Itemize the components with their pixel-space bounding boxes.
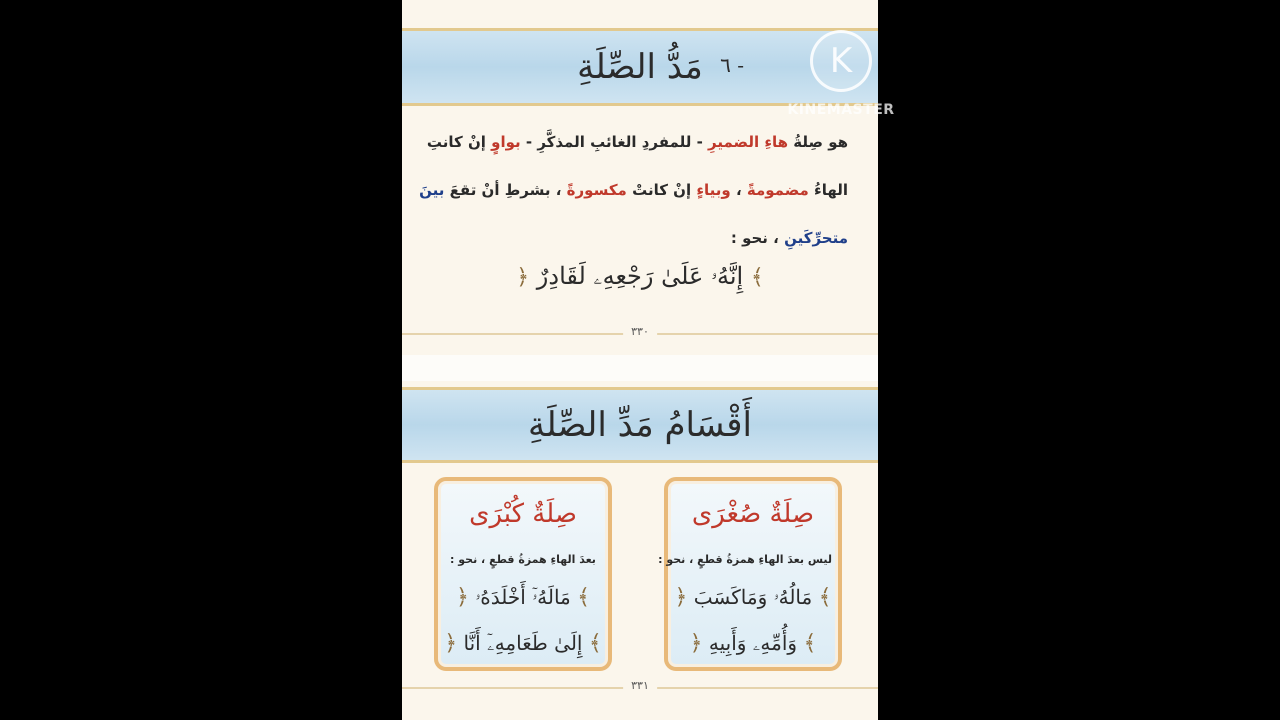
page-number: ٣٣١: [623, 679, 657, 692]
definition-segment: بواوٍ: [491, 133, 521, 151]
section-title: مَدُّ الصِّلَةِ: [577, 47, 703, 87]
page-gap: [402, 355, 878, 381]
card-sila-sughra: [658, 477, 842, 671]
ornament-bracket-icon: ﴾: [577, 585, 590, 610]
card-title: صِلَةٌ صُغْرَى: [691, 499, 815, 529]
page-331: [402, 381, 878, 720]
card-example-2: [438, 631, 608, 656]
definition-text: [419, 122, 848, 266]
ornament-bracket-icon: ﴾: [803, 631, 817, 656]
ornament-bracket-icon: ﴿: [689, 631, 703, 656]
ornament-bracket-icon: ﴿: [444, 631, 458, 656]
section-title-banner: [402, 387, 878, 463]
page-number: ٣٣٠: [623, 325, 657, 338]
definition-segment: - للمفردِ الغائبِ المذكَّرِ -: [520, 133, 709, 151]
definition-segment: بينَ: [419, 181, 445, 199]
definition-segment: الهاءُ: [808, 181, 848, 199]
definition-segment: إنْ كانتْ: [626, 181, 697, 199]
card-title: صِلَةٌ كُبْرَى: [469, 499, 577, 529]
definition-line-3: [432, 218, 848, 266]
kinemaster-watermark: [786, 30, 896, 118]
quran-example-text: إِنَّهُۥ عَلَىٰ رَجْعِهِۦ لَقَادِرٌ: [536, 262, 744, 290]
definition-segment: إنْ كانتِ: [426, 133, 492, 151]
definition-line-2: [419, 170, 848, 218]
card-example-1: [438, 585, 608, 610]
definition-segment: متحرِّكَينِ: [784, 229, 848, 247]
ornament-bracket-icon: ﴾: [750, 265, 764, 290]
definition-segment: وبياءٍ: [696, 181, 731, 199]
definition-segment: مضمومةً: [746, 181, 809, 199]
card-example-2: [668, 631, 838, 656]
definition-segment: ،: [730, 181, 747, 199]
card-sila-kubra: [434, 477, 612, 671]
definition-segment: مكسورةً: [566, 181, 627, 199]
kinemaster-logo-icon: K: [810, 30, 872, 92]
ornament-bracket-icon: ﴾: [588, 631, 602, 656]
section-number: ٦ -: [720, 53, 744, 77]
ornament-bracket-icon: ﴿: [674, 585, 688, 610]
card-description: ليس بعدَ الهاءِ همزةُ قطعٍ ، نحو :: [658, 553, 832, 566]
definition-segment: هاءِ الضميرِ: [708, 133, 789, 151]
example-text: وَأُمِّهِۦ وَأَبِيهِ: [708, 631, 798, 655]
ornament-bracket-icon: ﴾: [818, 585, 832, 610]
card-example-1: [668, 585, 838, 610]
ornament-bracket-icon: ﴿: [516, 265, 530, 290]
example-text: مَالُهُۥ وَمَاكَسَبَ: [693, 585, 813, 609]
ornament-bracket-icon: ﴿: [456, 585, 469, 610]
definition-segment: ، نحو :: [730, 229, 785, 247]
definition-segment: ، بشرطِ أنْ تقعَ: [444, 181, 567, 199]
example-text: إِلَىٰ طَعَامِهِۦٓ أَنَّا: [463, 631, 583, 655]
example-text: مَالَهُۥٓ أَخْلَدَهُۥ: [475, 585, 571, 609]
definition-line-1: [426, 122, 848, 170]
section-title: أَقْسَامُ مَدِّ الصِّلَةِ: [528, 405, 752, 445]
watermark-text: KINEMASTER: [787, 102, 895, 118]
quran-example: [402, 262, 878, 290]
definition-segment: هو صِلةُ: [788, 133, 848, 151]
card-description: بعدَ الهاءِ همزةُ قطعٍ ، نحو :: [450, 553, 596, 566]
